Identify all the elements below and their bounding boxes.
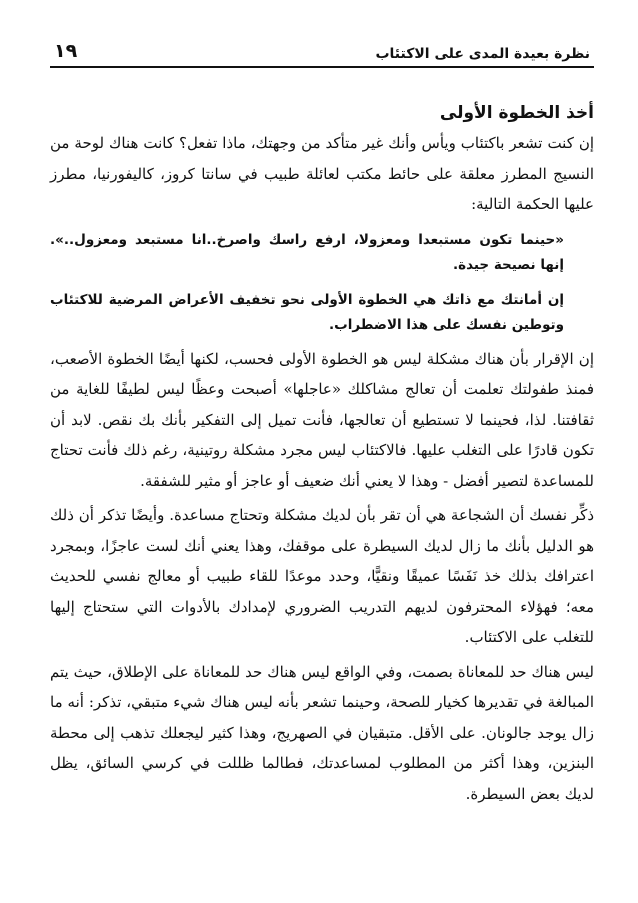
quote-embroidered-wisdom: «حينما تكون مستبعدا ومعزولا، ارفع راسك واصرخ..انا مستبعد ومعزول..». إنها نصيحة جيدة.	[50, 231, 564, 273]
paragraph-admitting-problem: إن الإقرار بأن هناك مشكلة ليس هو الخطوة الأولى فحسب، لكنها أيضًا الخطوة الأصعب، فمنذ طفولتك تعلمت أن تعالج مشاكلك «عاجلها» أصبحت وعظًا ليس لطيفًا للغاية من ثقافتنا. لذا، فحينما لا تستطيع أن تعالجها، فأنت تميل إلى التفكير بأنك بك نقص. لابد أن تكون قادرًا على التغلب عليها. فالاكتئاب ليس مجرد مشكلة روتينية، رغم ذلك فأنت تحتاج للمساعدة لتصير أفضل - وهذا لا يعني أنك ضعيف أو عاجز أو مثير للشفقة.	[50, 349, 594, 490]
running-title: نظرة بعيدة المدى على الاكتئاب	[375, 46, 590, 62]
paragraph-no-limit-suffering: ليس هناك حد للمعاناة بصمت، وفي الواقع ليس هناك حد للمعاناة على الإطلاق، حيث يتم المبالغة في تقديرها كخيار للصحة، وحينما تشعر بأنه ليس هناك شيء متبقي، تذكر: أنه ما زال يوجد جالونان. على الأقل. متبقيان في الصهريج، وهذا كثير ليجعلك تذهب إلى محطة البنزين، وهذا أكثر من المطلوب لمساعدتك، فطالما ظللت في كرسي السائق، يظل لديك بعض السيطرة.	[50, 662, 594, 803]
section-heading: أخذ الخطوة الأولى	[439, 103, 594, 123]
paragraph-courage: ذكِّر نفسك أن الشجاعة هي أن تقر بأن لديك مشكلة وتحتاج مساعدة. وأيضًا تذكر أن ذلك هو الدليل بأنك ما زال لديك السيطرة على موقفك، وهذا يعني أنك لست عاجزًا، وبمجرد اعترافك بذلك خذ نَفَسًا عميقًا ونقيًّا، وحدد موعدًا للقاء طبيب أو معالج نفسي للحديث معه؛ فهؤلاء المحترفون لديهم التدريب الضروري لإمدادك بالأدوات التي ستحتاج إليها للتغلب على الاكتئاب.	[50, 506, 594, 646]
page-number: ١٩	[54, 40, 78, 62]
quote-honesty-first-step: إن أمانتك مع ذاتك هي الخطوة الأولى نحو تخفيف الأعراض المرضية للاكتئاب وتوطين نفسك على هذا الاضطراب.	[50, 291, 564, 333]
running-header	[50, 28, 594, 68]
paragraph-intro: إن كنت تشعر باكتئاب ويأس وأنك غير متأكد من وجهتك، ماذا تفعل؟ كانت هناك لوحة من النسيج المطرز معلقة على حائط مكتب لعائلة طبيب في سانتا كروز، كاليفورنيا، مطرز عليها الحكمة التالية:	[50, 134, 594, 213]
